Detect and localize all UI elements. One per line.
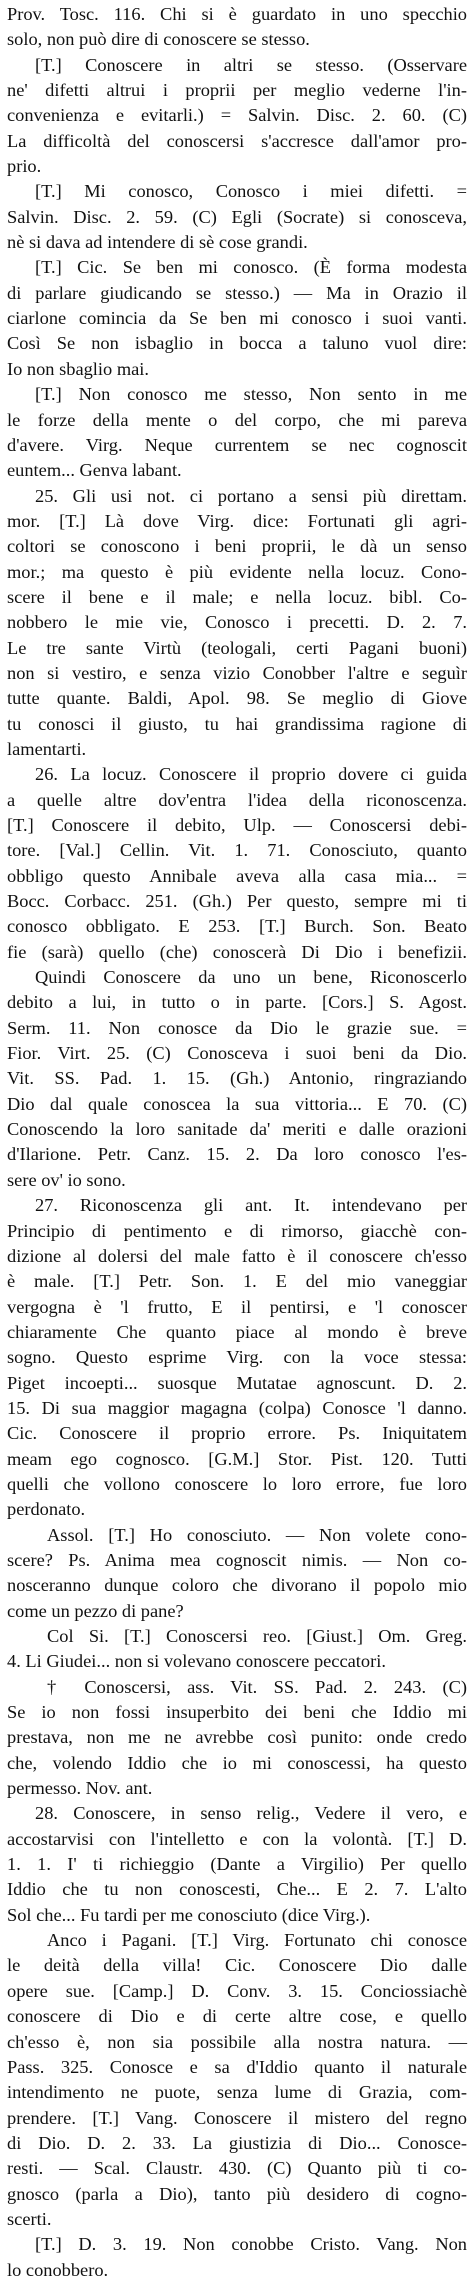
- text-line: Salvin. Disc. 2. 59. (C) Egli (Socrate) si conosceva,: [7, 206, 467, 227]
- text-line: [T.] Conoscere in altri se stesso. (Osservare: [35, 54, 467, 75]
- text-line: che, volendo Iddio che io mi conoscessi, ha questo: [7, 1752, 467, 1773]
- text-line: Serm. 11. Non conosce da Dio le grazie sue. =: [7, 1017, 467, 1038]
- text-line: scere il bene e il male; e nella locuz. bibl. Co-: [7, 586, 467, 607]
- text-line: Conoscendo la loro sanitade da' meriti e dalle orazioni: [7, 1119, 467, 1140]
- text-line: 27. Riconoscenza gli ant. It. intendevano per: [35, 1195, 467, 1216]
- text-line: Se io non fossi insuperbito dei beni che Iddio mi: [7, 1702, 467, 1723]
- text-line: Sol che... Fu tardi per me conosciuto (dice Virg.).: [7, 1904, 371, 1925]
- text-line: nobbero le mie vie, Conosco i precetti. D. 2. 7.: [7, 612, 467, 633]
- text-line: Assol. [T.] Ho conosciuto. — Non volete cono-: [47, 1524, 467, 1545]
- text-line: lamentarti.: [7, 738, 87, 759]
- text-line: euntem... Genva labant.: [7, 460, 182, 481]
- text-line: [T.] Non conosco me stesso, Non sento in me: [35, 384, 467, 405]
- text-line: obbligo questo Annibale aveva alla casa mia... =: [7, 865, 467, 886]
- text-line: le deità della villa! Cic. Conoscere Dio dalle: [7, 1955, 467, 1976]
- text-line: [T.] Mi conosco, Conosco i miei difetti. =: [35, 181, 467, 202]
- text-line: sogno. Questo esprime Virg. con la voce stessa:: [7, 1347, 467, 1368]
- text-line: come un pezzo di pane?: [7, 1600, 184, 1621]
- text-line: dizione al dolersi del male fatto è il conoscere ch'esso: [7, 1245, 467, 1266]
- text-line: Principio di pentimento e di rimorso, giacchè con-: [7, 1220, 467, 1241]
- text-line: solo, non può dire di conoscere se stesso.: [7, 29, 310, 50]
- text-line: Così Se non isbaglio in bocca a taluno vuol dire:: [7, 333, 467, 354]
- text-line: accostarvisi con l'intelletto e con la volontà. [T.] D.: [7, 1828, 467, 1849]
- text-line: Fior. Virt. 25. (C) Conosceva i suoi beni da Dio.: [7, 1043, 467, 1064]
- text-line: nè si dava ad intendere di sè cose grandi.: [7, 232, 308, 253]
- text-line: meam ego cognosco. [G.M.] Stor. Pist. 120. Tutti: [7, 1448, 467, 1469]
- text-line: prio.: [7, 156, 42, 177]
- text-line: mor. [T.] Là dove Virg. dice: Fortunati gli agri-: [7, 510, 467, 531]
- text-line: Prov. Tosc. 116. Chi si è guardato in uno specchio: [7, 4, 467, 24]
- text-line: mor.; ma questo è più evidente nella locuz. Cono-: [7, 561, 467, 582]
- text-line: Cic. Conoscere il proprio errore. Ps. Iniquitatem: [7, 1423, 467, 1444]
- text-line: Bocc. Corbacc. 251. (Gh.) Per questo, sempre mi ti: [7, 891, 467, 912]
- dictionary-page: [7, 2, 467, 2283]
- text-line: quelli che vollono conoscere lo loro errore, fue loro: [7, 1473, 467, 1494]
- text-line: lo conobbero.: [7, 2259, 109, 2280]
- text-line: permesso. Nov. ant.: [7, 1778, 153, 1799]
- text-line: Io non sbaglio mai.: [7, 358, 149, 379]
- text-line: a quelle altre dov'entra l'idea della riconoscenza.: [7, 789, 467, 810]
- text-line: non si vestiro, e senza vizio Conobber l'altre e seguìr: [7, 662, 467, 683]
- text-line: d'avere. Virg. Neque currentem se nec cognoscit: [7, 434, 467, 455]
- text-line: Iddio che tu non conoscesti, Che... E 2. 7. L'alto: [7, 1879, 467, 1900]
- text-line: 15. Di sua maggior magagna (colpa) Conosce 'l danno.: [7, 1397, 467, 1418]
- text-line: [T.] Conoscere il debito, Ulp. — Conoscersi debi-: [7, 815, 467, 835]
- text-line: conoscere di Dio e di certe altre cose, e quello: [7, 2006, 467, 2027]
- text-line: chiaramente Che quanto piace al mondo è breve: [7, 1321, 467, 1342]
- text-line: † Conoscersi, ass. Vit. SS. Pad. 2. 243. (C): [47, 1676, 467, 1697]
- text-line: tore. [Val.] Cellin. Vit. 1. 71. Conosciuto, quanto: [7, 840, 467, 861]
- text-line: coltori se conoscono i beni proprii, le dà un senso: [7, 536, 467, 557]
- text-line: d'Ilarione. Petr. Canz. 15. 2. Da loro conosco l'es-: [7, 1144, 467, 1165]
- text-line: ne' difetti altrui i proprii per meglio vederne l'in-: [7, 80, 467, 101]
- text-line: gnosco (parla a Dio), tanto più desidero di cogno-: [7, 2183, 467, 2204]
- text-line: prendere. [T.] Vang. Conoscere il mistero del regno: [7, 2107, 467, 2128]
- text-line: La difficoltà del conoscersi s'accresce dall'amor pro-: [7, 130, 467, 151]
- text-line: Quindi Conoscere da uno un bene, Riconoscerlo: [35, 967, 467, 988]
- text-line: tu conosci il giusto, tu hai grandissima ragione di: [7, 713, 467, 734]
- text-line: opere sue. [Camp.] D. Conv. 3. 15. Conciossiachè: [7, 1980, 467, 2001]
- text-line: 25. Gli usi not. ci portano a sensi più direttam.: [35, 485, 467, 506]
- text-line: scerti.: [7, 2208, 52, 2229]
- text-line: conosco obbligato. E 253. [T.] Burch. Son. Beato: [7, 916, 467, 937]
- text-line: fie (sarà) quello (che) conoscerà Di Dio i benefizii.: [7, 941, 467, 962]
- text-line: nosceranno dunque coloro che divorano il popolo mio: [7, 1575, 467, 1596]
- text-line: 4. Li Giudei... non si volevano conoscere peccatori.: [7, 1651, 386, 1672]
- text-line: prestava, non me ne avrebbe così punito: onde credo: [7, 1727, 467, 1748]
- text-line: di Dio. D. 2. 33. La giustizia di Dio... Conosce-: [7, 2132, 467, 2153]
- text-line: Anco i Pagani. [T.] Virg. Fortunato chi conosce: [47, 1930, 467, 1951]
- text-line: le forze della mente o del corpo, che mi pareva: [7, 409, 467, 430]
- text-line: convenienza e evitarli.) = Salvin. Disc. 2. 60. (C): [7, 105, 467, 126]
- text-line: [T.] D. 3. 19. Non conobbe Cristo. Vang. Non: [35, 2234, 467, 2255]
- text-line: 1. 1. I' ti richieggio (Dante a Virgilio) Per quello: [7, 1854, 467, 1875]
- text-line: di parlare giudicando se stesso.) — Ma in Orazio il: [7, 282, 467, 303]
- text-line: Vit. SS. Pad. 1. 15. (Gh.) Antonio, ringraziando: [7, 1068, 467, 1089]
- text-line: 26. La locuz. Conoscere il proprio dovere ci guida: [35, 764, 467, 785]
- text-line: intendimento ne puote, senza lume di Grazia, com-: [7, 2082, 467, 2103]
- text-line: resti. — Scal. Claustr. 430. (C) Quanto più ti co-: [7, 2158, 467, 2179]
- text-line: è male. [T.] Petr. Son. 1. E del mio vaneggiar: [7, 1271, 467, 1292]
- text-line: [T.] Cic. Se ben mi conosco. (È forma modesta: [35, 257, 467, 278]
- text-line: Col Si. [T.] Conoscersi reo. [Giust.] Om. Greg.: [47, 1626, 467, 1646]
- text-line: tutte quante. Baldi, Apol. 98. Se meglio di Giove: [7, 688, 467, 709]
- text-line: ch'esso è, non sia possibile alla nostra natura. —: [7, 2031, 467, 2052]
- text-line: sere ov' io sono.: [7, 1169, 126, 1190]
- text-line: perdonato.: [7, 1499, 86, 1520]
- text-line: 28. Conoscere, in senso relig., Vedere il vero, e: [35, 1803, 467, 1824]
- text-line: ciarlone comincia da Se ben mi conosco i suoi vanti.: [7, 308, 467, 329]
- text-line: vergogna è 'l frutto, E il pentirsi, e 'l conoscer: [7, 1296, 467, 1317]
- text-line: debito a lui, in tutto o in parte. [Cors.] S. Agost.: [7, 992, 467, 1013]
- text-line: Le tre sante Virtù (teologali, certi Pagani buoni): [7, 637, 467, 658]
- text-line: Pass. 325. Conosce e sa d'Iddio quanto il naturale: [7, 2056, 467, 2077]
- text-line: Dio dal quale conoscea la sua vittoria... E 70. (C): [7, 1093, 467, 1114]
- text-line: scere? Ps. Anima mea cognoscit nimis. — Non co-: [7, 1549, 467, 1570]
- text-line: Piget incoepti... suosque Mutatae agnoscunt. D. 2.: [7, 1372, 467, 1393]
